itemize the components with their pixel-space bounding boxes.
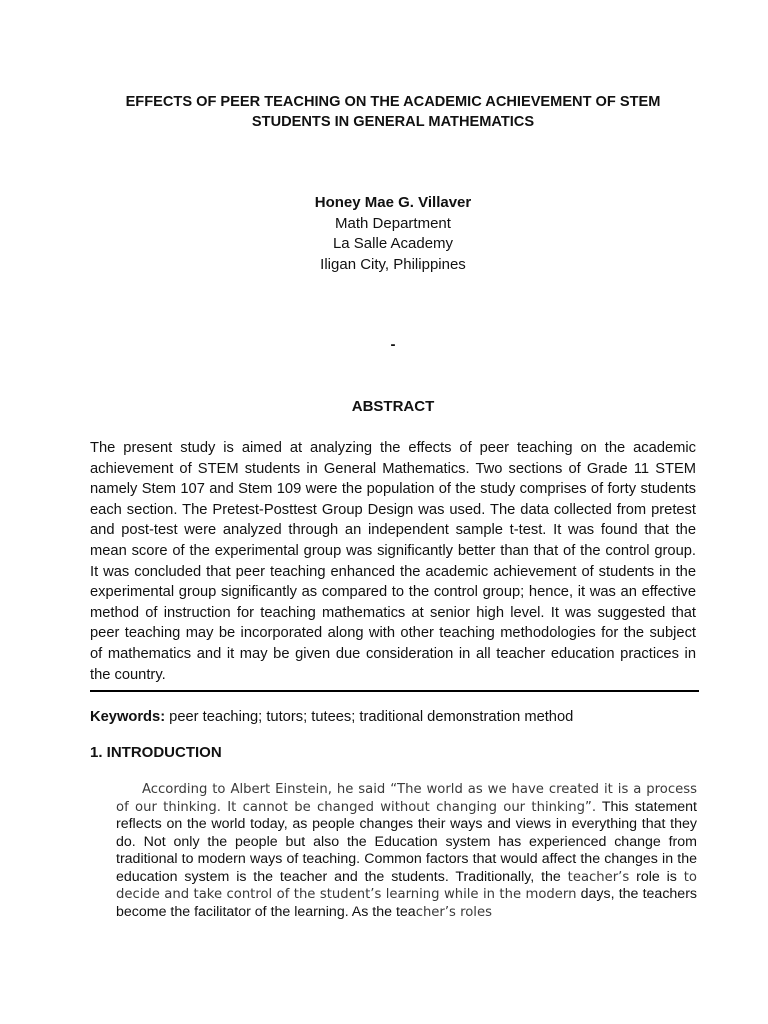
abstract-heading: ABSTRACT <box>351 398 435 415</box>
title-line-2: STUDENTS IN GENERAL MATHEMATICS <box>251 114 535 130</box>
keywords <box>90 707 696 727</box>
intro-text-part-3: teacher’s <box>567 869 630 885</box>
einstein-quote: According to Albert Einstein, he said “The world as we have created it is a process of our thinking. It cannot be changed without changing our thinking”. <box>116 782 697 815</box>
intro-text-part-6: days, the teachers become the facilitator of the learning. As the tea <box>116 886 698 920</box>
author-institution: La Salle Academy <box>332 235 454 253</box>
intro-text-part-4: role is <box>629 868 684 885</box>
author-location: Iligan City, Philippines <box>320 255 466 273</box>
intro-text-part-2: This statement reflects on the world today, as people changes their ways and views in everything that they do. Not only the people but also the Education system has experienced change from traditional to modern ways of teaching. Common factors that would affect the changes in the education system is the teacher and the students. Traditionally, the <box>116 798 697 885</box>
introduction-text <box>116 781 697 921</box>
keywords-text: peer teaching; tutors; tutees; traditional demonstration method <box>165 709 574 725</box>
author-department: Math Department <box>335 214 451 232</box>
intro-text-part-7: cher’s roles <box>415 904 492 920</box>
abstract-text: The present study is aimed at analyzing the effects of peer teaching on the academic achievement of STEM students in General Mathematics. Two sections of Grade 11 STEM namely Stem 107 and Stem 109 were the population of the study comprises of forty students each section. The Pretest-Posttest Group Design was used. The data collected from pretest and post-test were analyzed through an independent sample t-test. It was found that the mean score of the experimental group was significantly better than that of the control group. It was concluded that peer teaching enhanced the academic achievement of students in the experimental group significantly as compared to the control group; hence, it was an effective method of instruction for teaching mathematics at senior high level. It was suggested that peer teaching may be incorporated along with other teaching methodologies for the subject of mathematics and it may be given due consideration in all teacher education practices in the country. <box>90 440 696 683</box>
introduction-heading: 1. INTRODUCTION <box>90 744 222 761</box>
keywords-label: Keywords: <box>90 709 166 725</box>
author-name: Honey Mae G. Villaver <box>314 194 472 211</box>
title-line-1: EFFECTS OF PEER TEACHING ON THE ACADEMIC ACHIEVEMENT OF STEM <box>125 94 661 110</box>
author-block <box>90 193 696 275</box>
intro-text-part-5: to decide and take control of the student’s learning while in the modern <box>116 869 697 902</box>
horizontal-rule <box>90 690 699 692</box>
paper-title <box>90 92 696 132</box>
section-separator: - <box>390 336 396 353</box>
